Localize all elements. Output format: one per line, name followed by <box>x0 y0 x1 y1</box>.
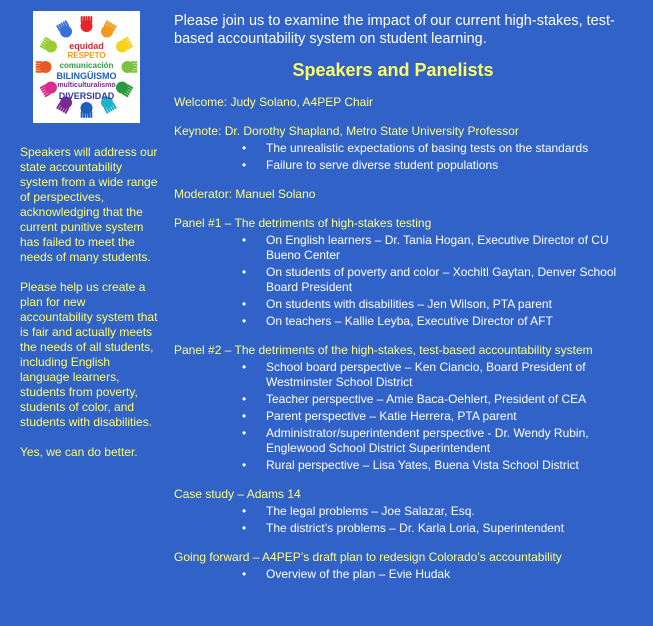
bullet-icon: • <box>242 521 247 535</box>
welcome-section <box>174 95 642 110</box>
list-item: • The district’s problems – Dr. Karla Loria, Superintendent <box>242 521 564 535</box>
casestudy-heading: Case study – Adams 14 <box>174 487 301 501</box>
logo-word-diversidad: DIVERSIDAD <box>58 91 115 101</box>
list-item: • The legal problems – Joe Salazar, Esq. <box>242 504 475 518</box>
bullet-icon: • <box>242 158 247 172</box>
list-item: • Overview of the plan – Evie Hudak <box>242 567 451 581</box>
list-item: • Administrator/superintendent perspective - Dr. Wendy Rubin, Englewood School District Superintendent <box>242 426 589 455</box>
logo <box>33 11 140 123</box>
keynote-heading: Keynote: Dr. Dorothy Shapland, Metro State University Professor <box>174 124 519 138</box>
panel2-section <box>174 343 642 473</box>
bullet-icon: • <box>242 314 247 328</box>
logo-word-multiculturalismo: multiculturalismo <box>57 82 116 89</box>
sidebar-paragraph: Speakers will address our state accountability system from a wide range of perspectives, acknowledging that the current punitive system has failed to meet the needs of many students. <box>20 145 158 264</box>
hand-icon <box>56 20 74 40</box>
list-item: • On students with disabilities – Jen Wilson, PTA parent <box>242 297 552 311</box>
bullet-icon: • <box>242 458 247 472</box>
casestudy-section <box>174 487 642 536</box>
intro-text: Please join us to examine the impact of our current high-stakes, test-based accountability system on student learning. <box>174 13 615 47</box>
bullet-icon: • <box>242 409 247 423</box>
bullet-icon: • <box>242 141 247 155</box>
bullet-icon: • <box>242 392 247 406</box>
welcome-line: Welcome: Judy Solano, A4PEP Chair <box>174 95 373 109</box>
forward-section <box>174 550 642 582</box>
list-item: • On teachers – Kallie Leyba, Executive Director of AFT <box>242 314 553 328</box>
list-item: • On English learners – Dr. Tania Hogan, Executive Director of CU Bueno Center <box>242 233 609 262</box>
logo-word-respeto: RESPETO <box>67 51 106 60</box>
list-item: • School board perspective – Ken Ciancio, Board President of Westminster School District <box>242 360 586 389</box>
logo-word-bilinguismo: BILINGÜISMO <box>56 71 117 81</box>
logo-word-equidad: equidad <box>69 41 104 51</box>
list-item: • Rural perspective – Lisa Yates, Buena Vista School District <box>242 458 579 472</box>
bullet-icon: • <box>242 360 247 374</box>
keynote-section <box>174 124 642 173</box>
bullet-icon: • <box>242 426 247 440</box>
list-item: • The unrealistic expectations of basing tests on the standards <box>242 141 589 155</box>
list-item: • Teacher perspective – Amie Baca-Oehlert, President of CEA <box>242 392 587 406</box>
panel2-heading: Panel #2 – The detriments of the high-stakes, test-based accountability system <box>174 343 593 357</box>
page-title: Speakers and Panelists <box>292 60 494 80</box>
bullet-icon: • <box>242 504 247 518</box>
bullet-icon: • <box>242 297 247 311</box>
hand-icon <box>81 102 93 118</box>
list-item: • Parent perspective – Katie Herrera, PTA parent <box>242 409 517 423</box>
panel1-section <box>174 216 642 329</box>
bullet-icon: • <box>242 233 247 247</box>
casestudy-list <box>174 504 642 536</box>
sidebar-paragraph: Yes, we can do better. <box>20 445 138 459</box>
hand-icon <box>81 16 93 32</box>
list-item: • Failure to serve diverse student populations <box>242 158 499 172</box>
keynote-list <box>174 141 642 173</box>
bullet-icon: • <box>242 567 247 581</box>
moderator-section <box>174 187 642 202</box>
logo-word-comunicacion: comunicación <box>59 61 114 70</box>
main-content <box>174 12 642 596</box>
logo-words <box>33 41 140 101</box>
sidebar-paragraph: Please help us create a plan for new accountability system that is fair and actually meets the needs of all students, including English language learners, students from poverty, students of color, and students with disabilities. <box>20 280 158 429</box>
forward-heading: Going forward – A4PEP’s draft plan to redesign Colorado’s accountability <box>174 550 562 564</box>
hand-icon <box>99 20 117 40</box>
panel2-list <box>174 360 642 473</box>
forward-list <box>174 567 642 582</box>
bullet-icon: • <box>242 265 247 279</box>
panel1-list <box>174 233 642 329</box>
panel1-heading: Panel #1 – The detriments of high-stakes testing <box>174 216 432 230</box>
sidebar <box>20 145 158 475</box>
moderator-line: Moderator: Manuel Solano <box>174 187 316 201</box>
list-item: • On students of poverty and color – Xochitl Gaytan, Denver School Board President <box>242 265 617 294</box>
